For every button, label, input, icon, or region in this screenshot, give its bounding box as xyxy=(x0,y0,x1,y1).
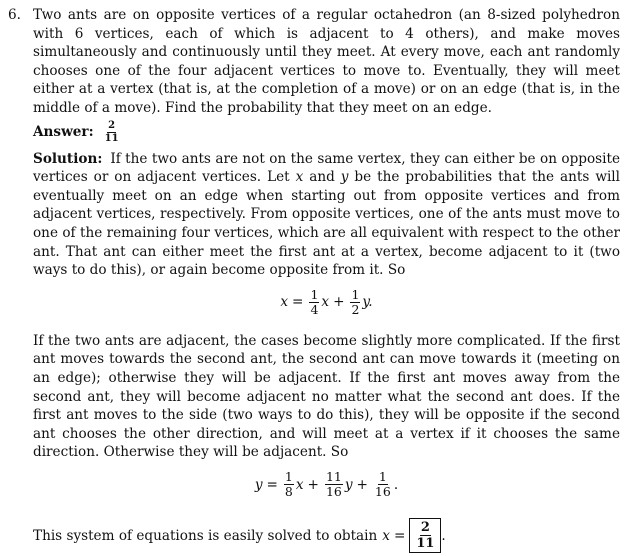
final-period: . xyxy=(441,527,446,544)
problem-text: Two ants are on opposite vertices of a regular octahedron (an 8-sized polyhedron with 6 vertices, each of which is adjacent to 4 others), and make moves simultaneously and continuously until they meet. At every move, each ant randomly chooses one of the four adjacent vertices to move to. Eventually, they will meet either at a vertex (that is, at the completion of a move) or on an edge (that is, in the middle of a move). Find the probability that they meet on an edge. xyxy=(33,7,620,116)
final-answer-box xyxy=(409,518,441,553)
eq2-t3-num: 1 xyxy=(378,468,387,484)
eq2-fraction-1 xyxy=(284,468,294,500)
eq1-fraction-2 xyxy=(350,286,360,318)
solution-document xyxy=(8,6,620,556)
solution-text-b: be the probabilities that the ants will eventually meet on an edge when starting out from opposite vertices and from adjacent vertices, respectively. From opposite vertices, one of the ants must move to one of the remaining four vertices, which are all equivalent with respect to the other ant. That ant can either meet the first ant at a vertex, become adjacent to it (two ways to do this), or again become opposite from it. So xyxy=(33,169,620,279)
eq2-t1-var: x xyxy=(295,476,304,493)
eq1-t2-den: 2 xyxy=(351,302,360,318)
final-numerator: 2 xyxy=(420,520,430,536)
solution-paragraph-1 xyxy=(8,150,620,280)
final-equals: = xyxy=(393,527,406,544)
var-x: x xyxy=(295,169,304,186)
answer-numerator: 2 xyxy=(108,120,116,132)
eq2-t1-num: 1 xyxy=(284,468,293,484)
answer-line xyxy=(8,122,620,144)
eq2-t1-den: 8 xyxy=(284,484,293,500)
answer-label: Answer: xyxy=(33,124,94,141)
eq1-t1-var: x xyxy=(321,294,330,311)
eq1-equals: = xyxy=(292,294,304,311)
eq2-lhs: y xyxy=(254,476,263,493)
final-result-line xyxy=(8,516,620,556)
eq2-fraction-3 xyxy=(374,468,392,500)
final-fraction xyxy=(415,521,435,550)
solution-label: Solution: xyxy=(33,150,103,167)
eq1-lhs: x xyxy=(280,294,289,311)
problem-number: 6. xyxy=(8,7,21,23)
eq1-t2-num: 1 xyxy=(351,286,360,302)
final-var: x xyxy=(382,527,390,544)
eq2-end: . xyxy=(393,476,399,493)
problem-statement xyxy=(8,6,620,118)
eq2-t3-den: 16 xyxy=(374,484,391,500)
eq2-t2-var: y xyxy=(344,476,353,493)
and-word: and xyxy=(309,169,335,186)
solution-paragraph-2: If the two ants are adjacent, the cases become slightly more complicated. If the first ant moves towards the second ant, the second ant can move towards it (meeting on an edge); otherwise they will be adjacent. If the first ant moves away from the second ant, they will become adjacent no matter what the second ant does. If the first ant moves to the side (two ways to do this), they will be opposite if the second ant chooses the other direction, and will meet at a vertex if it chooses the same direction. Otherwise they will be adjacent. So xyxy=(33,332,620,461)
eq1-fraction-1 xyxy=(309,286,319,318)
equation-1 xyxy=(8,284,620,322)
var-y: y xyxy=(340,169,349,186)
eq1-plus: + xyxy=(333,294,345,311)
answer-fraction xyxy=(104,121,120,144)
eq1-t1-num: 1 xyxy=(310,286,319,302)
final-denominator: 11 xyxy=(416,536,435,552)
eq2-t2-den: 16 xyxy=(325,484,342,500)
solution-text-a: If the two ants are not on the same vertex, they can either be on opposite vertices or on adjacent vertices. Let xyxy=(33,150,620,186)
eq2-t2-num: 11 xyxy=(325,468,342,484)
eq2-plus-1: + xyxy=(307,476,319,493)
eq2-plus-2: + xyxy=(356,476,368,493)
equation-2 xyxy=(8,466,620,504)
eq2-fraction-2 xyxy=(325,468,343,500)
eq2-equals: = xyxy=(266,476,278,493)
eq1-t1-den: 4 xyxy=(310,302,319,318)
answer-denominator: 11 xyxy=(104,133,119,145)
eq1-t2-var: y. xyxy=(362,294,373,311)
final-text: This system of equations is easily solved to obtain xyxy=(33,527,378,544)
